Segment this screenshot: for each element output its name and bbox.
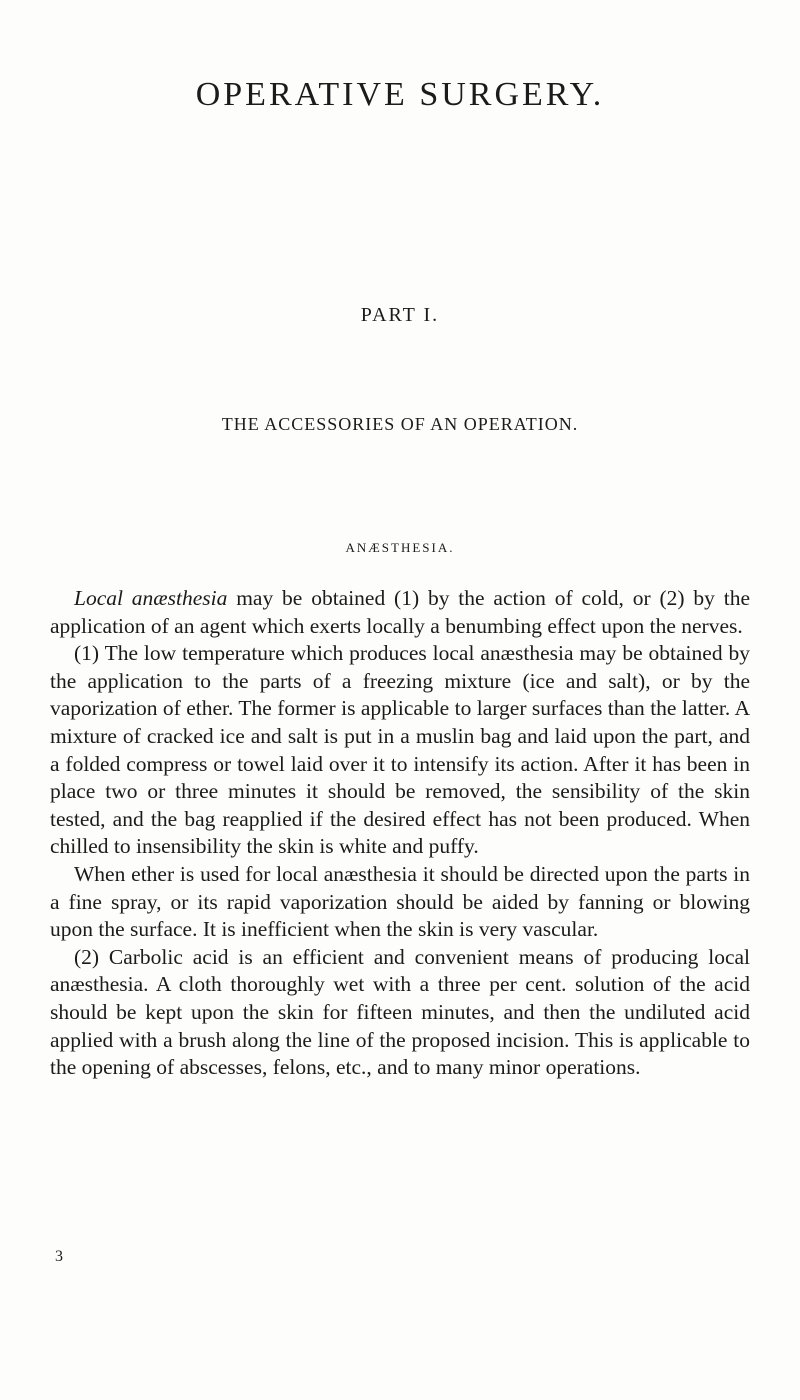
book-title: OPERATIVE SURGERY. — [195, 76, 605, 113]
part-title: PART I. — [360, 304, 440, 326]
paragraph-ether: When ether is used for local anæsthesia it should be directed upon the parts in a fine spray, or its rapid vaporization should be aided by fanning or blowing upon the surface. It is inefficient when the skin is very vascular. — [50, 861, 750, 942]
paragraph-low-temperature: (1) The low temperature which produces local anæsthesia may be obtained by the application to the parts of a freezing mixture (ice and salt), or by the vaporization of ether. The former is applicable to larger surfaces than the latter. A mixture of cracked ice and salt is put in a muslin bag and laid upon the part, and a folded compress or towel laid over it to intensify its action. After it has been in place two or three minutes it should be removed, the sensibility of the skin tested, and the bag reapplied if the desired effect has not been produced. When chilled to insensibility the skin is white and puffy. — [50, 641, 750, 859]
section-heading: ANÆSTHESIA. — [345, 540, 455, 555]
body-text — [50, 585, 750, 1082]
part-subtitle: THE ACCESSORIES OF AN OPERATION. — [221, 414, 579, 434]
paragraph-carbolic-acid: (2) Carbolic acid is an efficient and convenient means of producing local anæsthesia. A cloth thoroughly wet with a three per cent. solution of the acid should be kept upon the skin for fifteen minutes, and then the undiluted acid applied with a brush along the line of the proposed incision. This is applicable to the opening of abscesses, felons, etc., and to many minor operations. — [50, 944, 750, 1080]
page-number: 3 — [55, 1248, 63, 1265]
paragraph-lead-term: Local anæsthesia — [74, 586, 228, 610]
paragraph-text: may be obtained (1) by the action of cold, or (2) by the application of an agent which exerts locally a benumbing effect upon the nerves. — [50, 586, 750, 638]
paragraph-local-anaesthesia — [50, 585, 750, 640]
